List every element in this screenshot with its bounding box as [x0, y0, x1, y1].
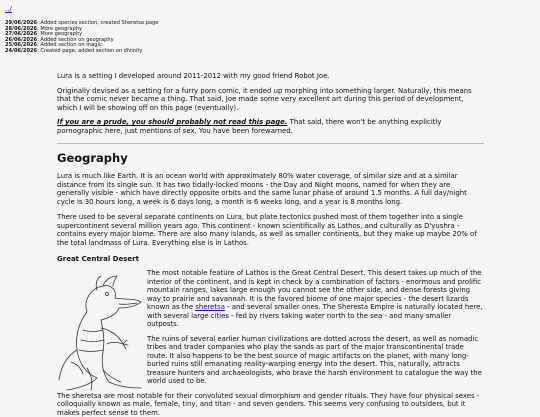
- desert-text: [147, 269, 484, 386]
- changelog-entry: 24/06/2026: Created page, added section on divinity: [5, 49, 158, 55]
- changelog-entry: 25/06/2026: Added section on magic: [5, 43, 158, 49]
- divider: [57, 143, 484, 144]
- desert-paragraph: [147, 269, 484, 329]
- changelog-entry: 27/06/2026: More geography: [5, 32, 158, 38]
- changelog-text: More geography: [40, 31, 82, 37]
- changelog-date: 25/06/2026: [5, 42, 37, 48]
- changelog-date: 24/06/2026: [5, 48, 37, 54]
- changelog-entry: 29/06/2026: Added species section, created Sheretsa page: [5, 21, 158, 27]
- changelog-text: Added section on geography: [40, 37, 113, 43]
- changelog-date: 27/06/2026: [5, 31, 37, 37]
- warning-paragraph: [57, 118, 484, 135]
- changelog-text: Added species section, created Sheretsa page: [40, 20, 158, 26]
- lizard-illustration: [57, 270, 144, 394]
- main-content: [57, 72, 484, 417]
- desert-text-b: - and several smaller ones. The Sheresta Empire is naturally located here, with several large cities - fed by rivers taking water north to the sea - and many smaller outposts.: [147, 303, 483, 328]
- changelog-date: 28/06/2026: [5, 26, 37, 32]
- changelog-entry: 26/06/2026: Added section on geography: [5, 38, 158, 44]
- desert-heading: Great Central Desert: [57, 255, 484, 263]
- sheretsa-paragraph: The sheretsa are most notable for their convoluted sexual dimorphism and gender rituals. They have four physical sexes - colloquially known as male, female, tiny, and titan - and seven genders. This seems very confusing to outsiders, but it makes perfect sense to them.: [57, 392, 484, 417]
- changelog-text: Created page, added section on divinity: [40, 48, 142, 54]
- desert-section: [57, 269, 484, 417]
- desert-paragraph: The ruins of several earlier human civilizations are dotted across the desert, as well as nomadic tribes and trader companies who play the sands as part of the major transcontinental trade route. It also happens to be the best source of magic artifacts on the planet, with many long-buried ruins still emanating reality-warping energy into the desert. This, naturally, attracts treasure hunters and archaeologists, who brave the harsh environment to catalogue the way the world used to be.: [147, 335, 484, 386]
- geography-heading: Geography: [57, 152, 484, 165]
- changelog-date: 26/06/2026: [5, 37, 37, 43]
- changelog: [5, 21, 158, 55]
- changelog-text: Added section on magic: [40, 42, 101, 48]
- intro-paragraph: Lura is a setting I developed around 2011-2012 with my good friend Robot Joe.: [57, 72, 484, 81]
- changelog-date: 29/06/2026: [5, 20, 37, 26]
- intro-paragraph: Originally devised as a setting for a furry porn comic, it ended up morphing into something larger. Naturally, this means that the comic never became a thing. That said, Joe made some very excellent art during this period of development, which I will be showing off on this page (eventually).: [57, 87, 484, 113]
- back-link[interactable]: ../: [5, 5, 12, 13]
- geography-paragraph: There used to be several separate continents on Lura, but plate tectonics pushed most of them together into a single supercontinent several million years ago. This continent - known scientifically as Lathos, and culturally as D'yushra - contains every major biome. There are also many islands, as well as smaller continents, but they make up maybe 20% of the total landmass of Lura. Everything else is in Lathos.: [57, 213, 484, 247]
- desert-text-a: The most notable feature of Lathos is the Great Central Desert. This desert takes up much of the interior of the continent, and is kept in check by a combination of factors - enormous and prolific mountain ranges, lakes large enough you cannot see the other side, and dense forests giving way to prairie and savannah. It is the favored biome of one major species - the desert lizards known as the: [147, 269, 481, 311]
- changelog-entry: 28/06/2026: More geography: [5, 27, 158, 33]
- prude-warning: If you are a prude, you should probably not read this page.: [57, 118, 287, 126]
- geography-paragraph: Lura is much like Earth. It is an ocean world with approximately 80% water coverage, of similar size and at a similar distance from its single sun. It has two tidally-locked moons - the Day and Night moons, named for when they are generally visible - which have directly opposite orbits and the same lunar phase of around 1.5 months. A full day/night cycle is 30 hours long, a week is 6 days long, a month is 6 weeks long, and a year is 8 months long.: [57, 172, 484, 206]
- changelog-text: More geography: [40, 26, 82, 32]
- sheretsa-link[interactable]: sheretsa: [195, 303, 225, 311]
- warning-rest: That said, there won't be anything explicitly pornographic here, just mentions of sex. You have been forewarned.: [57, 118, 441, 135]
